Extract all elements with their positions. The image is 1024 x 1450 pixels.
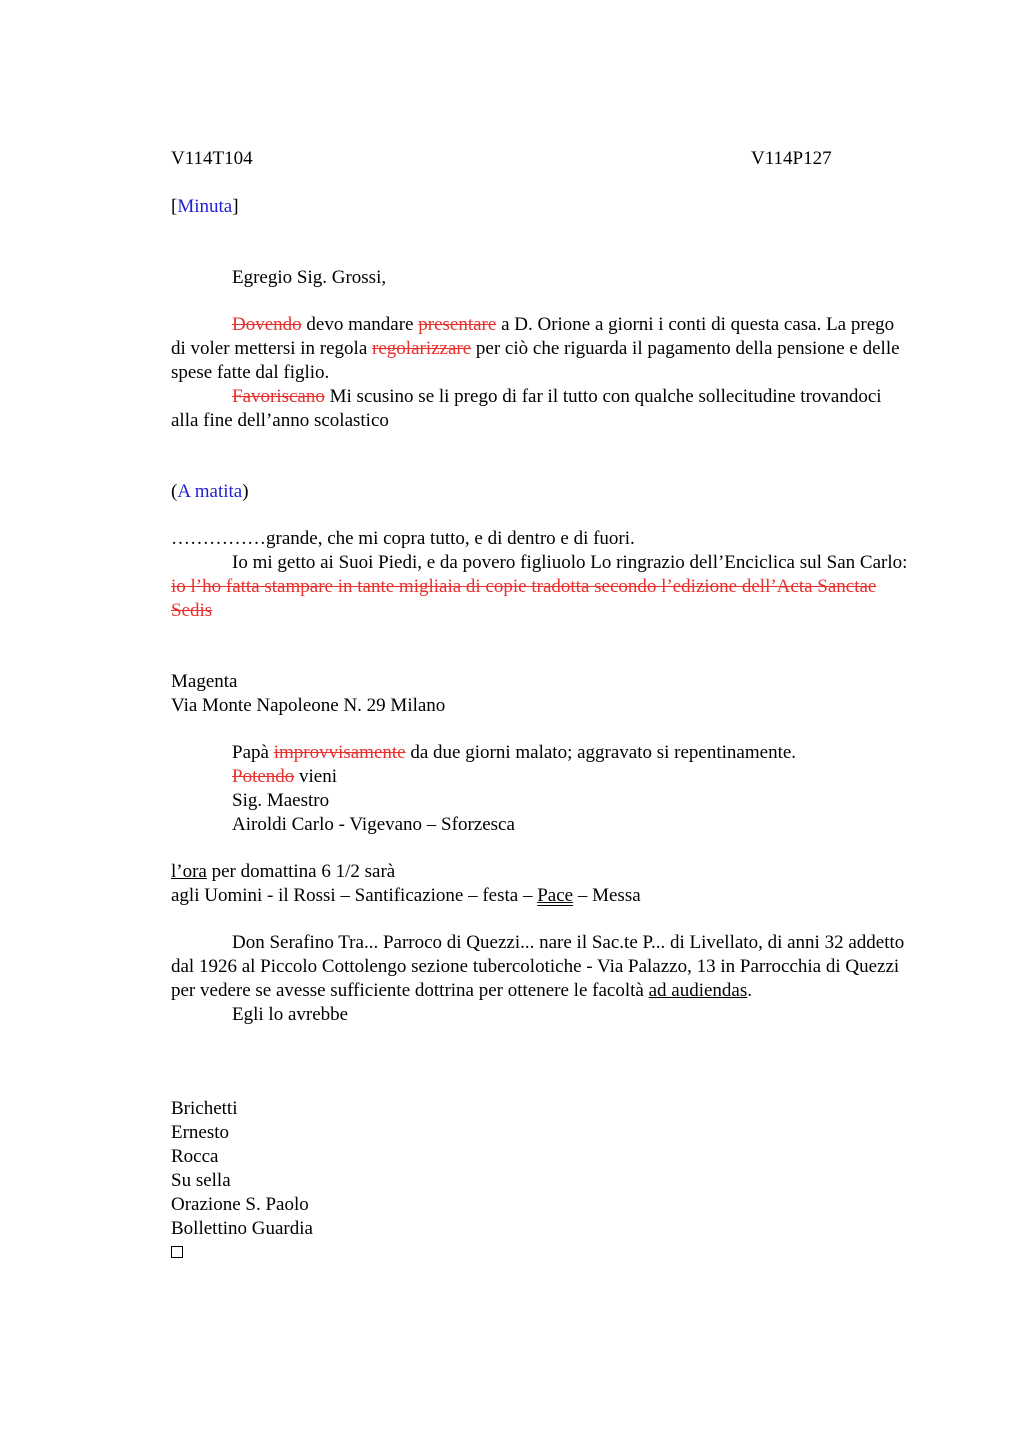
list-item: Rocca: [171, 1146, 219, 1167]
paragraph-3-block: [171, 931, 911, 1027]
address-block: [171, 670, 445, 718]
telegram-line-2: [232, 765, 796, 789]
telegram-line-1: [232, 741, 796, 765]
list-item: Su sella: [171, 1170, 231, 1191]
name-list: [171, 1097, 313, 1265]
greeting: Egregio Sig. Grossi,: [232, 267, 387, 288]
deleted-text: improvvisamente: [273, 742, 406, 763]
text-run: per domattina 6 1/2 sarà: [206, 861, 396, 882]
deleted-text: Favoriscano: [232, 386, 325, 407]
minuta-label: [Minuta]: [171, 196, 239, 217]
text-run: per ciò che riguarda il pagamento della pensione e delle spese fatte dal figlio.: [171, 338, 900, 383]
address-line-1: Magenta: [171, 671, 238, 692]
underlined-text: ad audiendas: [648, 980, 748, 1001]
note-block-2: [171, 860, 641, 908]
address-line-2: Via Monte Napoleone N. 29 Milano: [171, 695, 446, 716]
double-underlined-text: Pace: [537, 885, 574, 906]
text-run: agli Uomini - il Rossi – Santificazione – festa –: [171, 885, 538, 906]
list-item: Ernesto: [171, 1122, 230, 1143]
telegram-line-4: Airoldi Carlo - Vigevano – Sforzesca: [232, 814, 515, 835]
deleted-text: Potendo: [232, 766, 295, 787]
pencil-text: A matita: [177, 481, 243, 502]
text-run: da due giorni malato; aggravato si repentinamente.: [405, 742, 797, 763]
text-run: Mi scusino se li prego di far il tutto con qualche sollecitudine trovandoci alla fine dell’anno scolastico: [171, 386, 882, 431]
underlined-text: l’ora: [171, 861, 207, 882]
note2-line-2: [171, 884, 641, 908]
deleted-text: regolarizzare: [372, 338, 472, 359]
list-item: Orazione S. Paolo: [171, 1194, 309, 1215]
text-run: Papà: [232, 742, 274, 763]
text-run: .: [747, 980, 752, 1001]
pencil-notes: [171, 527, 911, 623]
telegram-block: [232, 741, 796, 837]
deleted-text: Dovendo: [232, 314, 302, 335]
text-run: Io mi getto ai Suoi Piedi, e da povero figliuolo Lo ringrazio dell’Enciclica sul San Carlo:: [232, 552, 908, 573]
doc-code-right: V114P127: [751, 148, 832, 169]
paragraph-3-end: Egli lo avrebbe: [232, 1004, 349, 1025]
minuta-text: Minuta: [177, 196, 233, 217]
text-run: a D. Orione a giorni i conti di questa casa. La prego di voler mettersi in regola: [171, 314, 895, 359]
paragraph-3: [171, 931, 911, 1003]
text-run: – Messa: [573, 885, 641, 906]
pencil-line-1: ……………grande, che mi copra tutto, e di dentro e di fuori.: [171, 528, 635, 549]
pencil-label: (A matita): [171, 481, 249, 502]
doc-code-left: V114T104: [171, 148, 253, 169]
letter-body: [171, 313, 911, 433]
checkbox-line: [171, 1241, 313, 1265]
paragraph-1: [171, 313, 911, 385]
paragraph-2: [171, 385, 911, 433]
deleted-text: presentare: [418, 314, 497, 335]
telegram-line-3: Sig. Maestro: [232, 790, 330, 811]
list-item: Brichetti: [171, 1098, 238, 1119]
text-run: Don Serafino Tra... Parroco di Quezzi... nare il Sac.te P... di Livellato, di anni 32 addetto dal 1926 al Piccolo Cottolengo sezione tubercolotiche - Via Palazzo, 13 in Parrocchia di Quezzi per vedere se avesse sufficiente dottrina per ottenere le facoltà: [171, 932, 905, 1001]
list-item: Bollettino Guardia: [171, 1218, 313, 1239]
text-run: vieni: [294, 766, 338, 787]
note2-line-1: [171, 860, 641, 884]
deleted-text: io l’ho fatta stampare in tante migliaia di copie tradotta secondo l’edizione dell’Acta Sanctae Sedis: [171, 576, 877, 621]
text-run: devo mandare: [301, 314, 419, 335]
empty-box-icon: [171, 1246, 183, 1258]
pencil-line-2: [171, 551, 911, 623]
